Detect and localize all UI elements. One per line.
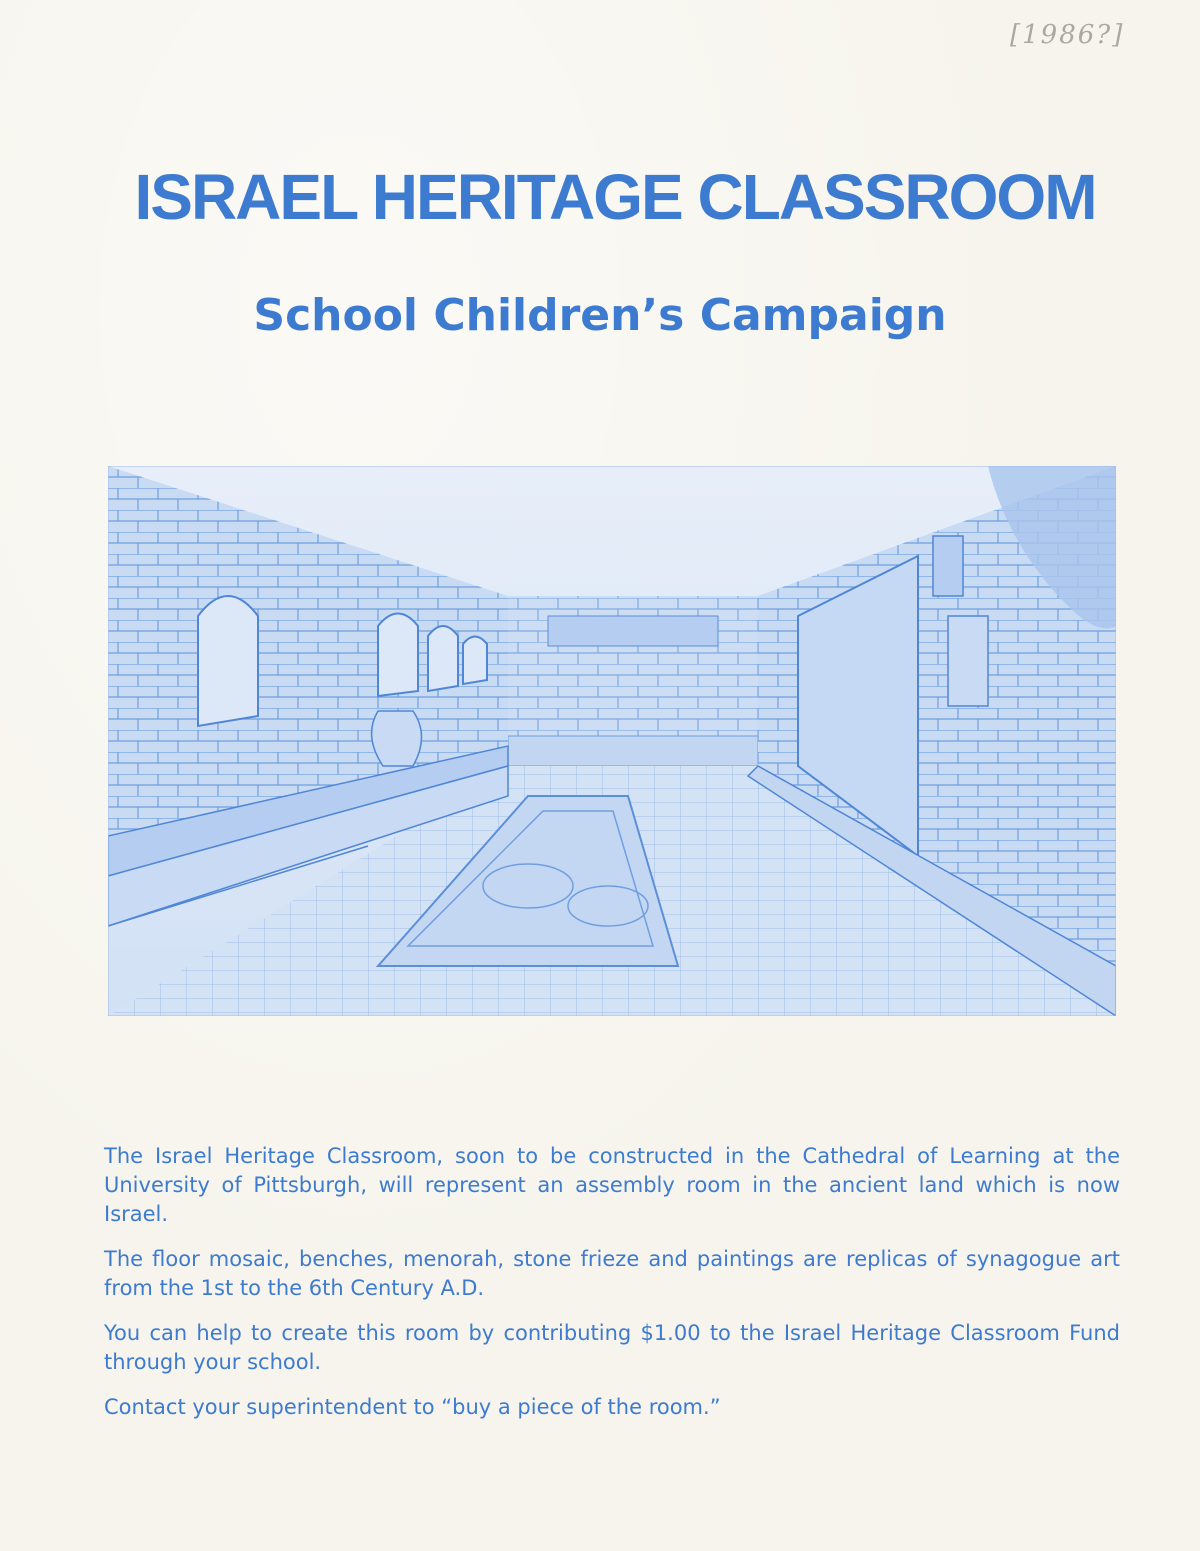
- body-text: [104, 1142, 1120, 1438]
- paragraph-contact: Contact your superintendent to “buy a piece of the room.”: [104, 1395, 721, 1419]
- paragraph-intro: The Israel Heritage Classroom, soon to be constructed in the Cathedral of Learning at the University of Pittsburgh, will represent an assembly room in the ancient land which is now Israel.: [104, 1144, 1120, 1226]
- paragraph-contribution: You can help to create this room by contributing $1.00 to the Israel Heritage Classroom Fund through your school.: [104, 1321, 1120, 1374]
- page-subtitle: School Children’s Campaign: [253, 290, 947, 341]
- page-title: ISRAEL HERITAGE CLASSROOM: [134, 161, 1096, 233]
- handwritten-date-annotation: [1986?]: [1010, 20, 1125, 50]
- paragraph-replicas: The floor mosaic, benches, menorah, stone frieze and paintings are replicas of synagogue art from the 1st to the 6th Century A.D.: [104, 1247, 1120, 1300]
- classroom-illustration: [108, 466, 1116, 1016]
